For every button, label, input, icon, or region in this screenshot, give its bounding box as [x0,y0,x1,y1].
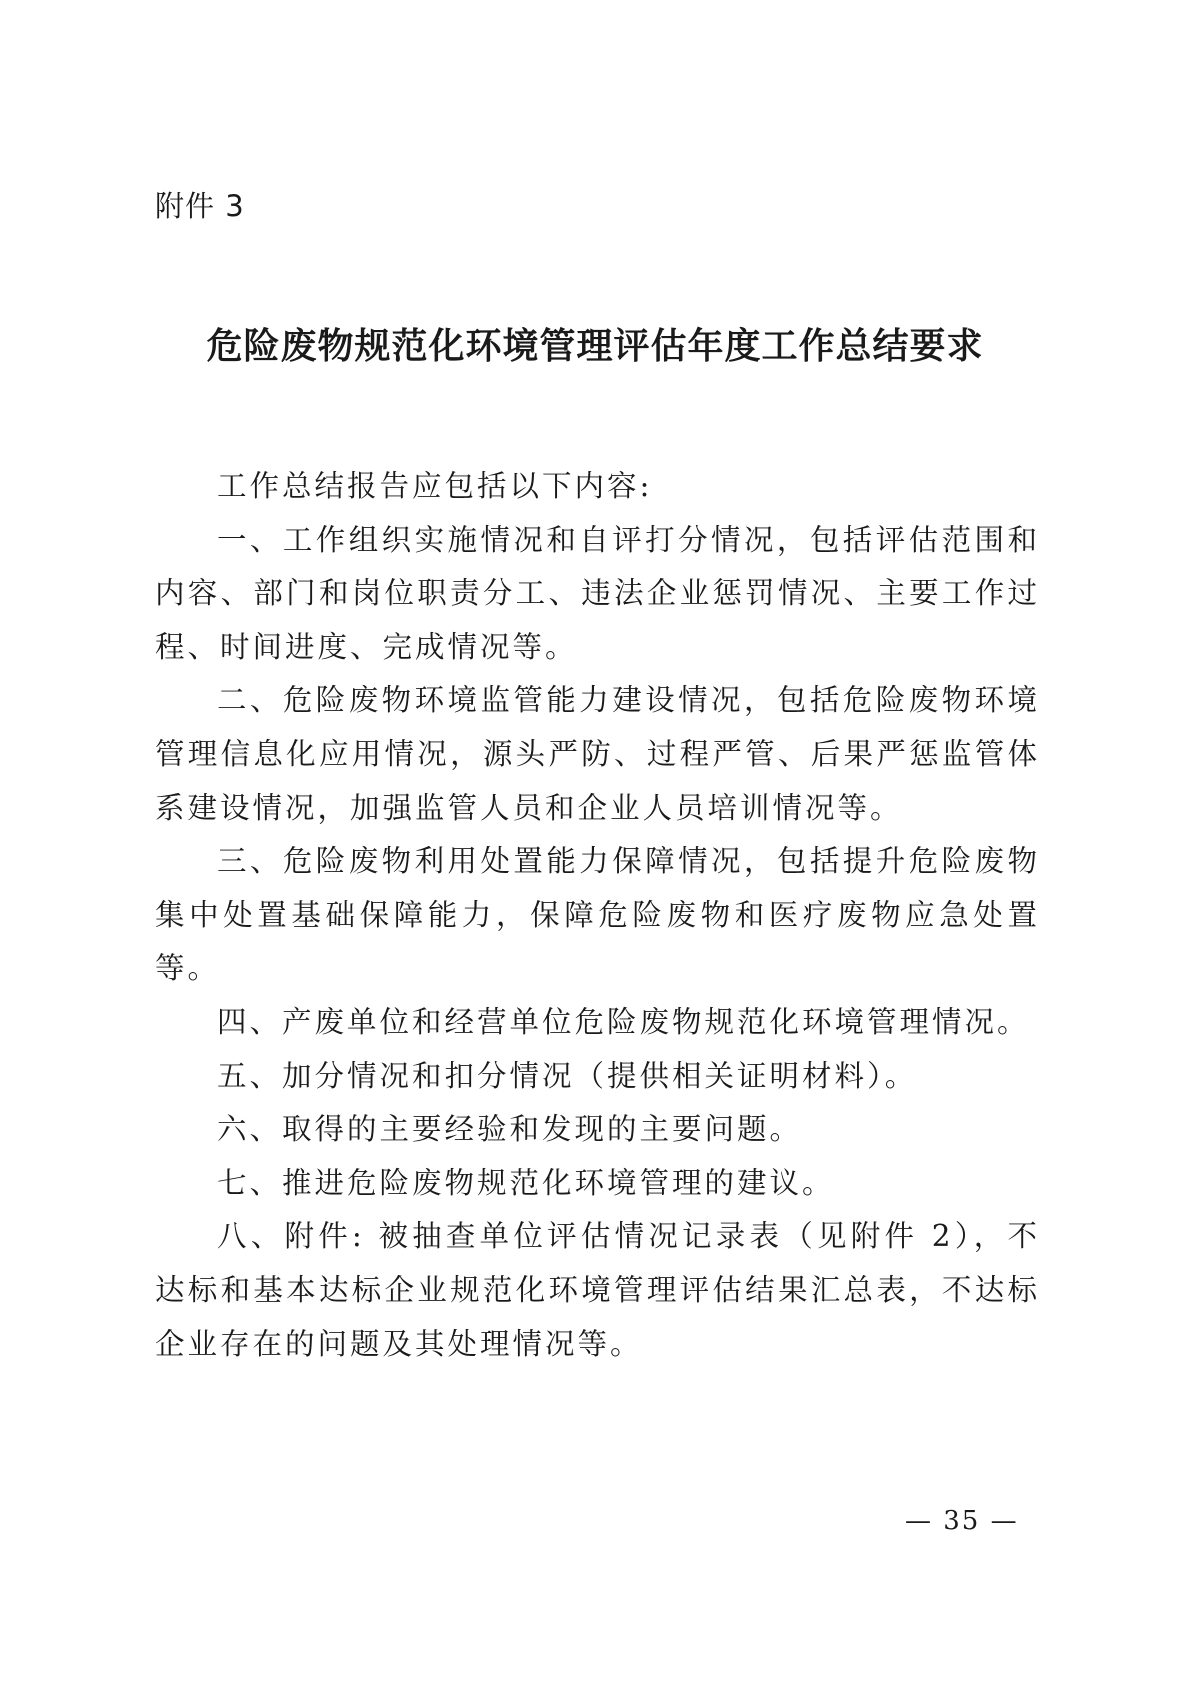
paragraph-intro: 工作总结报告应包括以下内容: [217,469,653,503]
paragraph-item-1: 一、工作组织实施情况和自评打分情况，包括评估范围和内容、部门和岗位职责分工、违法企业惩罚情况、主要工作过程、时间进度、完成情况等。 [155,522,1040,664]
paragraph-item-5: 五、加分情况和扣分情况（提供相关证明材料）。 [217,1058,918,1093]
paragraph-item-7: 七、推进危险废物规范化环境管理的建议。 [217,1165,835,1200]
document-title: 危险废物规范化环境管理评估年度工作总结要求 [206,326,984,367]
attachment-label: 附件 3 [155,189,245,223]
paragraph-item-4: 四、产废单位和经营单位危险废物规范化环境管理情况。 [217,1004,1030,1039]
paragraph-item-2: 二、危险废物环境监管能力建设情况，包括危险废物环境管理信息化应用情况，源头严防、过程严管、后果严惩监管体系建设情况，加强监管人员和企业人员培训情况等。 [155,683,1040,825]
paragraph-item-6: 六、取得的主要经验和发现的主要问题。 [217,1112,803,1147]
paragraph-item-8: 八、附件: 被抽查单位评估情况记录表（见附件 2），不达标和基本达标企业规范化环境管理评估结果汇总表，不达标企业存在的问题及其处理情况等。 [155,1219,1040,1361]
paragraph-item-3: 三、危险废物利用处置能力保障情况，包括提升危险废物集中处置基础保障能力，保障危险废物和医疗废物应急处置等。 [155,844,1040,986]
document-body [155,460,1040,1371]
page-number: — 35 — [905,1506,1019,1536]
